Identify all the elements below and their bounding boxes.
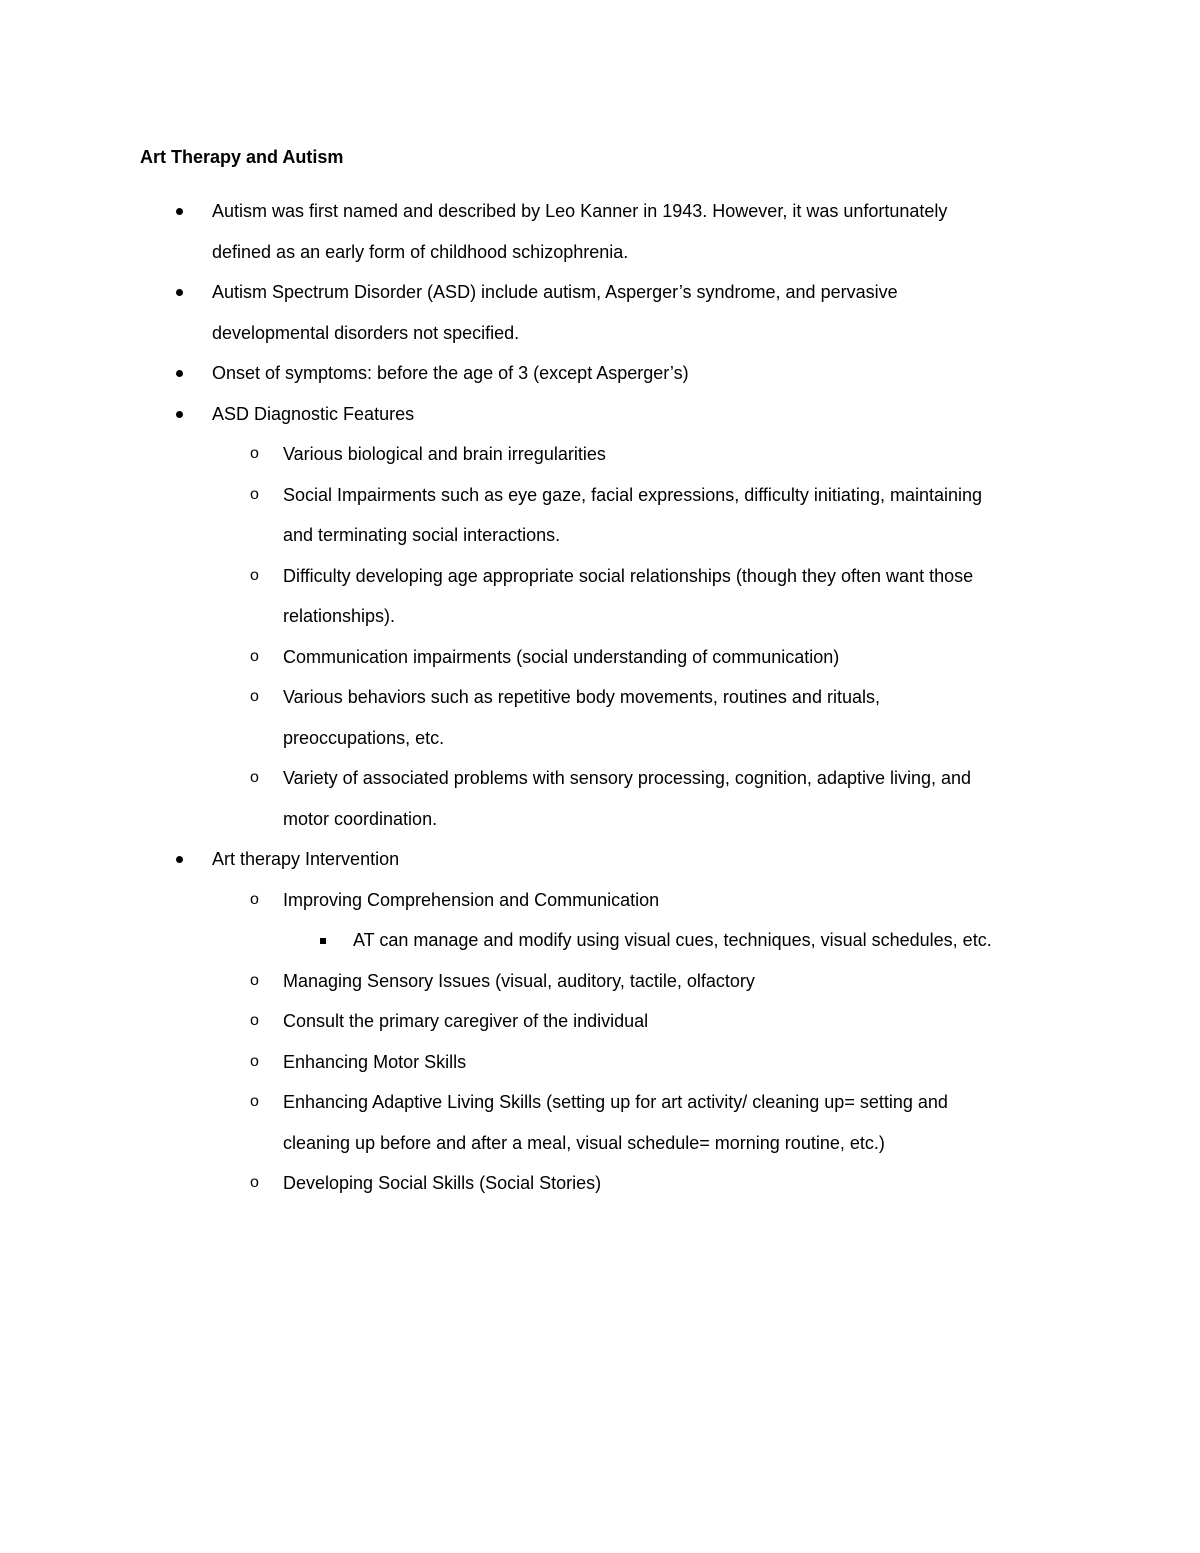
list-item-text: Difficulty developing age appropriate social relationships (though they often want those: [283, 565, 974, 586]
list-item-text: Various biological and brain irregularities: [283, 444, 606, 464]
bullet-disc-icon: [176, 208, 183, 215]
bullet-circle-icon: o: [250, 485, 259, 503]
list-item-text: developmental disorders not specified.: [212, 322, 520, 343]
document-title: Art Therapy and Autism: [140, 147, 344, 167]
list-item-text: Developing Social Skills (Social Stories): [283, 1173, 602, 1193]
list-item-text: AT can manage and modify using visual cues, techniques, visual schedules, etc.: [353, 930, 992, 950]
list-item-text: Communication impairments (social understanding of communication): [283, 646, 840, 667]
bullet-disc-icon: [176, 370, 183, 377]
bullet-circle-icon: o: [250, 769, 259, 786]
list-item-text: preoccupations, etc.: [283, 727, 445, 748]
bullet-circle-icon: o: [250, 890, 259, 908]
bullet-circle-icon: o: [250, 647, 259, 665]
bullet-circle-icon: o: [250, 1052, 259, 1070]
list-item-text: ASD Diagnostic Features: [212, 403, 415, 424]
list-item-text: and terminating social interactions.: [283, 525, 561, 545]
list-item-text: defined as an early form of childhood schizophrenia.: [212, 241, 629, 262]
bullet-disc-icon: [176, 289, 183, 296]
list-item-text: Social Impairments such as eye gaze, facial expressions, difficulty initiating, maintaining: [283, 484, 983, 505]
bullet-disc-icon: [176, 856, 183, 863]
list-item-text: Managing Sensory Issues (visual, auditory, tactile, olfactory: [283, 970, 755, 991]
bullet-circle-icon: o: [250, 445, 259, 462]
list-item-text: Improving Comprehension and Communication: [283, 889, 660, 910]
bullet-circle-icon: o: [250, 971, 259, 989]
bullet-square-icon: [320, 938, 326, 944]
bullet-circle-icon: o: [250, 1012, 259, 1029]
bullet-circle-icon: o: [250, 1174, 259, 1191]
list-item-text: motor coordination.: [283, 808, 438, 829]
list-item-text: Enhancing Adaptive Living Skills (setting up for art activity/ cleaning up= setting and: [283, 1092, 948, 1112]
list-item-text: cleaning up before and after a meal, visual schedule= morning routine, etc.): [283, 1132, 885, 1153]
list-item-text: Various behaviors such as repetitive body movements, routines and rituals,: [283, 687, 880, 707]
bullet-circle-icon: o: [250, 1093, 259, 1110]
list-item-text: Variety of associated problems with sensory processing, cognition, adaptive living, and: [283, 768, 972, 788]
list-item-text: relationships).: [283, 606, 396, 626]
list-item-text: Autism was first named and described by Leo Kanner in 1943. However, it was unfortunately: [212, 201, 948, 221]
bullet-disc-icon: [176, 411, 183, 418]
list-item-text: Autism Spectrum Disorder (ASD) include autism, Asperger’s syndrome, and pervasive: [212, 282, 898, 302]
list-item-text: Art therapy Intervention: [212, 849, 400, 869]
bullet-circle-icon: o: [250, 688, 259, 705]
list-item-text: Consult the primary caregiver of the individual: [283, 1011, 649, 1031]
list-item-text: Enhancing Motor Skills: [283, 1051, 467, 1072]
bullet-circle-icon: o: [250, 566, 259, 584]
list-item-text: Onset of symptoms: before the age of 3 (except Asperger’s): [212, 363, 689, 383]
